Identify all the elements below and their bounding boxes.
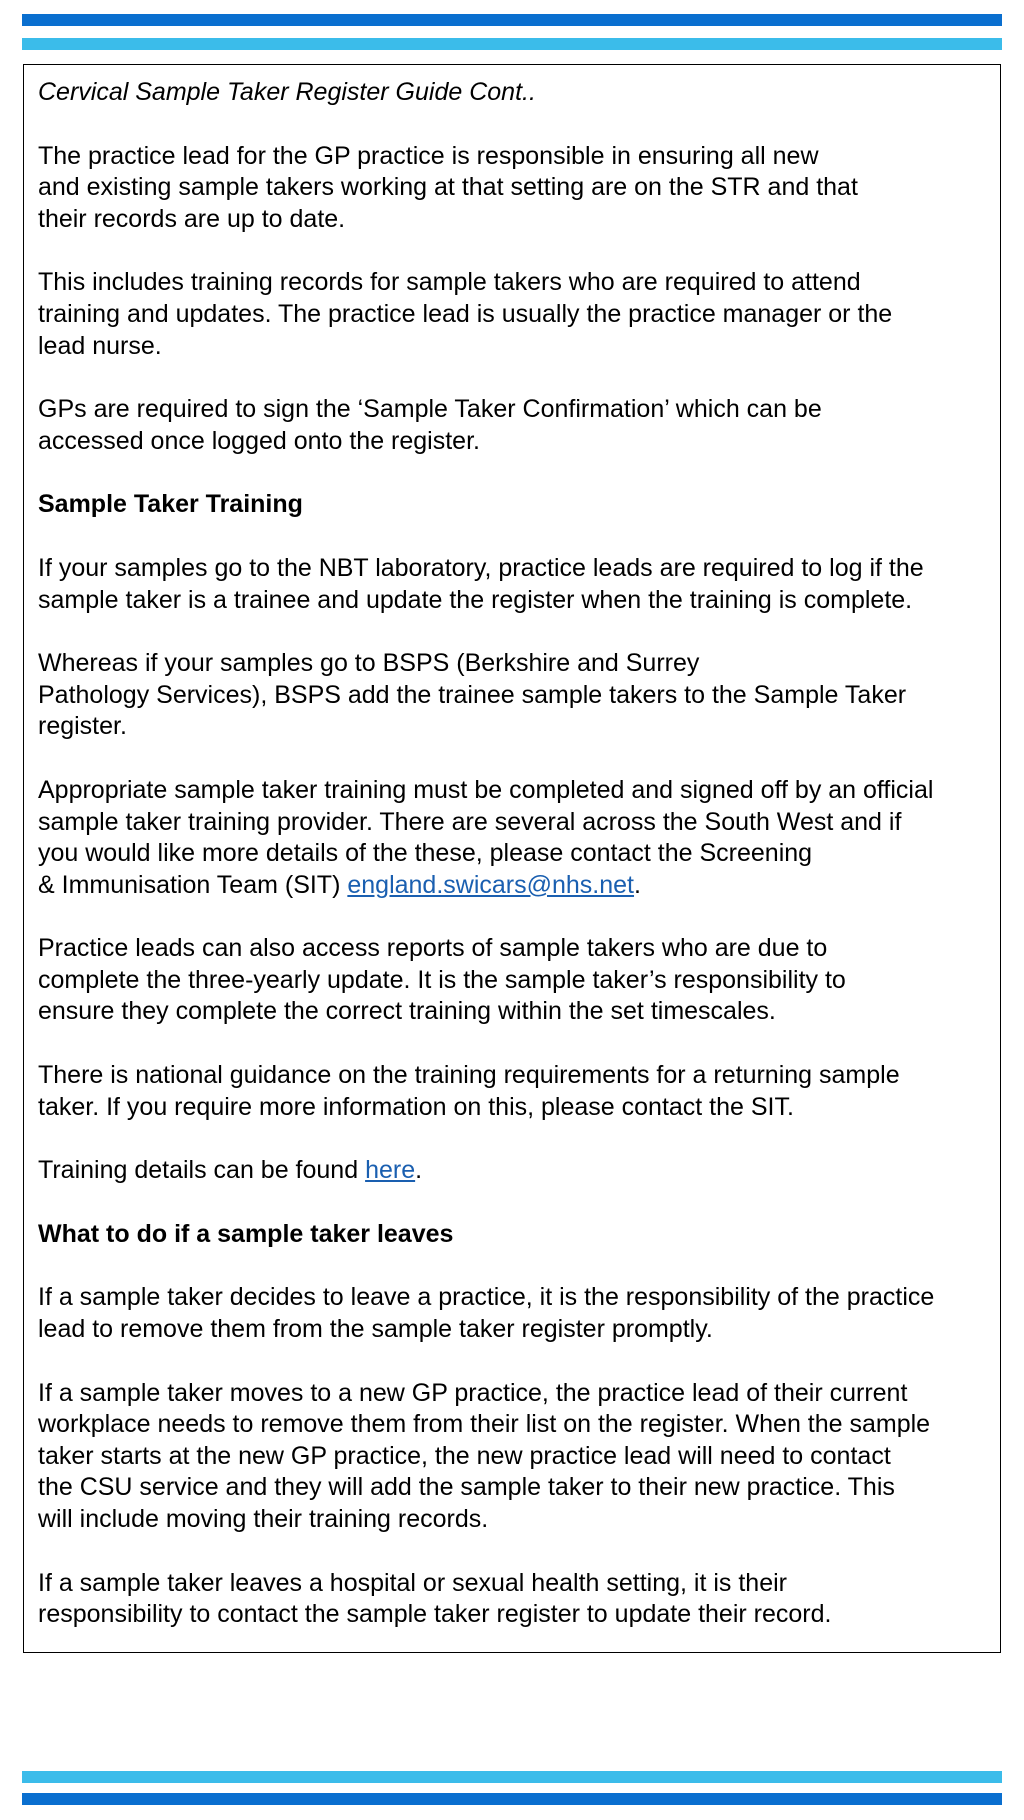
paragraph-reports: Practice leads can also access reports of sample takers who are due to complete the three-yearly update. It is the sample taker’s responsibility to ensure they complete the correct training within the set timescales. (38, 934, 846, 1026)
page-subtitle: Cervical Sample Taker Register Guide Cont.. (38, 78, 536, 106)
paragraph-national-guidance: There is national guidance on the training requirements for a returning sample taker. If you require more information on this, please contact the SIT. (38, 1061, 900, 1121)
bottom-decorative-bar-light (22, 1771, 1002, 1783)
paragraph-hospital-setting: If a sample taker leaves a hospital or sexual health setting, it is their responsibility to contact the sample taker register to update their record. (38, 1568, 832, 1629)
training-details-link[interactable]: here (365, 1156, 416, 1185)
paragraph-appropriate-training: Appropriate sample taker training must be completed and signed off by an official sample taker training provider. There are several across the South West and if you would like more details of the these, please contact the Screening & Immunisation Team (SIT) england.swicars@nhs.net. (38, 775, 934, 899)
paragraph-practice-lead: The practice lead for the GP practice is responsible in ensuring all new and existing sample takers working at that setting are on the STR and that their records are up to date. (38, 141, 858, 233)
document-content (38, 77, 1018, 1663)
paragraph-new-gp-practice: If a sample taker moves to a new GP practice, the practice lead of their current workplace needs to remove them from their list on the register. When the sample taker starts at the new GP practice, the new practice lead will need to contact the CSU service and they will add the sample taker to their new practice. This will include moving their training records. (38, 1378, 931, 1533)
top-decorative-bar-dark (22, 14, 1002, 26)
paragraph-training-records: This includes training records for sample takers who are required to attend training and updates. The practice lead is usually the practice manager or the lead nurse. (38, 268, 893, 360)
paragraph-training-details: Training details can be found here. (38, 1156, 423, 1185)
paragraph-gp-confirmation: GPs are required to sign the ‘Sample Taker Confirmation’ which can be accessed once logged onto the register. (38, 395, 822, 455)
paragraph-nbt-laboratory: If your samples go to the NBT laboratory, practice leads are required to log if the sample taker is a trainee and update the register when the training is complete. (38, 553, 924, 614)
email-link[interactable]: england.swicars@nhs.net (347, 870, 635, 899)
heading-sample-taker-leaves: What to do if a sample taker leaves (38, 1219, 454, 1248)
paragraph-leave-practice: If a sample taker decides to leave a practice, it is the responsibility of the practice lead to remove them from the sample taker register promptly. (38, 1283, 935, 1344)
heading-sample-taker-training: Sample Taker Training (38, 490, 303, 519)
paragraph-bsps: Whereas if your samples go to BSPS (Berkshire and Surrey Pathology Services), BSPS add the trainee sample takers to the Sample Taker register. (38, 649, 907, 741)
content-box (23, 64, 1001, 1653)
bottom-decorative-bar-dark (22, 1793, 1002, 1805)
top-decorative-bar-light (22, 38, 1002, 50)
